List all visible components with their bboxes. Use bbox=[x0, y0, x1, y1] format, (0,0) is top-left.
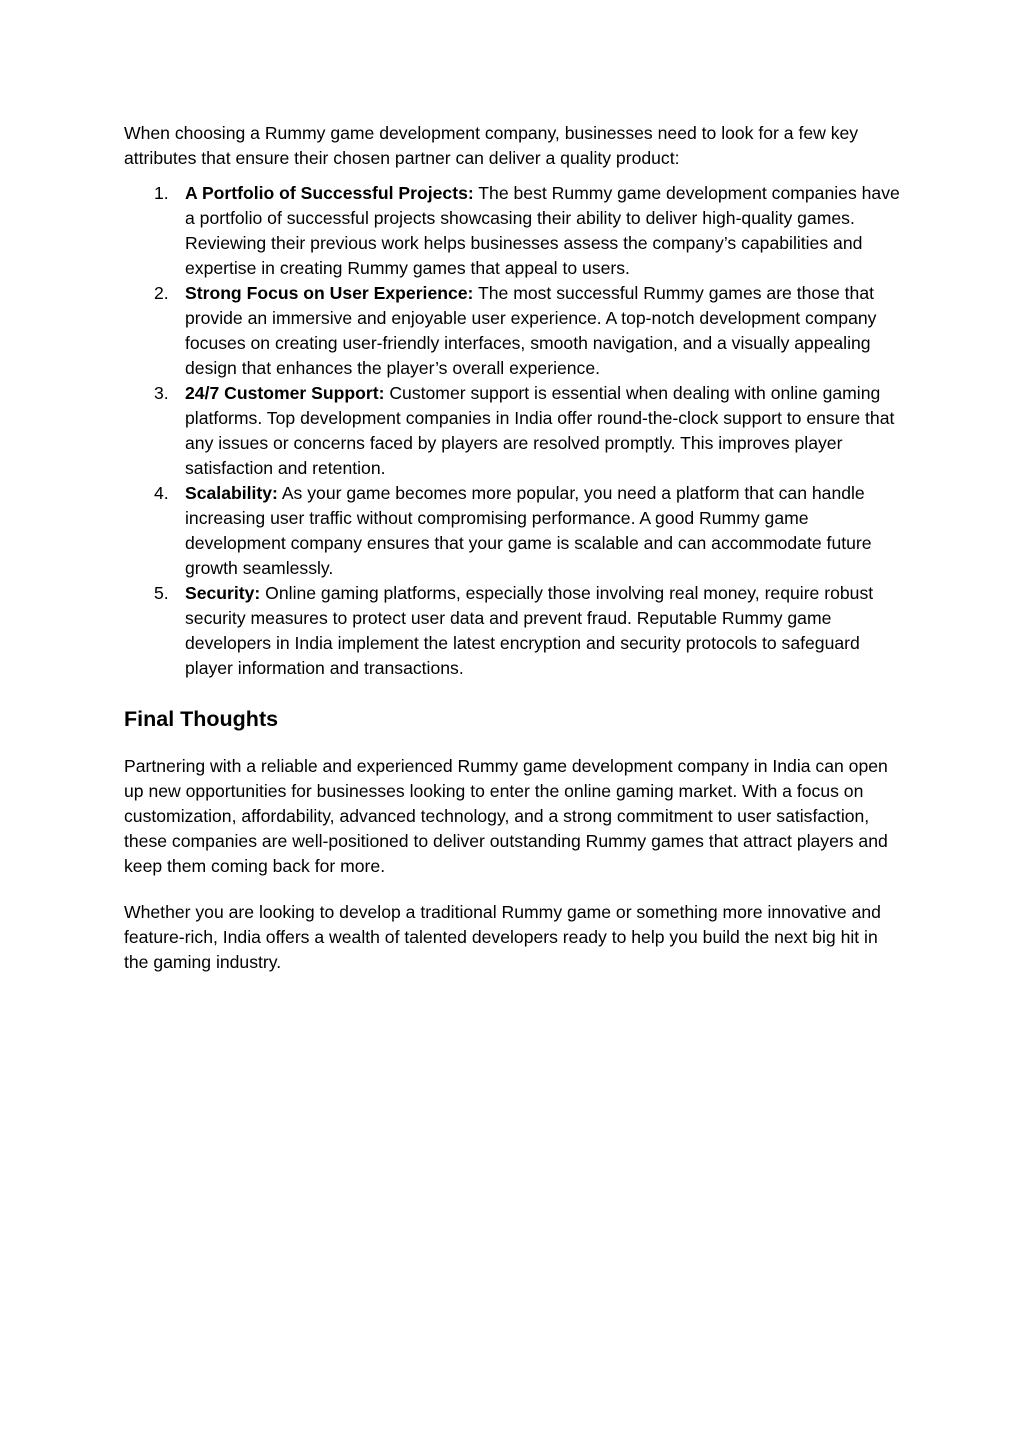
final-thoughts-paragraph: Whether you are looking to develop a traditional Rummy game or something more innovative and feature-rich, India offers a wealth of talented developers ready to help you build the next big hit in the gaming industry. bbox=[124, 902, 881, 972]
list-item bbox=[124, 581, 902, 681]
list-item bbox=[124, 181, 902, 281]
list-item-term: Strong Focus on User Experience: bbox=[185, 283, 474, 303]
list-item-text: As your game becomes more popular, you need a platform that can handle increasing user traffic without compromising performance. A good Rummy game development company ensures that your game is scalable and can accommodate future growth seamlessly. bbox=[185, 483, 872, 578]
list-item-term: Security: bbox=[185, 583, 261, 603]
list-item-number: 5. bbox=[154, 583, 169, 603]
list-item-term: A Portfolio of Successful Projects: bbox=[185, 183, 474, 203]
intro-paragraph: When choosing a Rummy game development company, businesses need to look for a few key attributes that ensure their chosen partner can deliver a quality product: bbox=[124, 123, 859, 168]
list-item bbox=[124, 381, 902, 481]
list-item-term: Scalability: bbox=[185, 483, 278, 503]
list-item-term: 24/7 Customer Support: bbox=[185, 383, 385, 403]
list-item-text: Online gaming platforms, especially those involving real money, require robust security measures to protect user data and prevent fraud. Reputable Rummy game developers in India implement the latest encryption and security protocols to safeguard player information and transactions. bbox=[185, 583, 874, 678]
list-item-text: The best Rummy game development companies have a portfolio of successful projects showcasing their ability to deliver high-quality games. Reviewing their previous work helps businesses assess the company’s capabilities and expertise in creating Rummy games that appeal to users. bbox=[185, 183, 900, 278]
list-item-text: Customer support is essential when dealing with online gaming platforms. Top development companies in India offer round-the-clock support to ensure that any issues or concerns faced by players are resolved promptly. This improves player satisfaction and retention. bbox=[185, 383, 895, 478]
list-item-number: 3. bbox=[154, 383, 169, 403]
document-page bbox=[124, 121, 902, 975]
final-thoughts-heading: Final Thoughts bbox=[124, 707, 279, 731]
attributes-list bbox=[124, 181, 902, 681]
list-item-number: 4. bbox=[154, 483, 169, 503]
list-item-number: 1. bbox=[154, 183, 169, 203]
list-item bbox=[124, 481, 902, 581]
list-item-text: The most successful Rummy games are those that provide an immersive and enjoyable user experience. A top-notch development company focuses on creating user-friendly interfaces, smooth navigation, and a visually appealing design that enhances the player’s overall experience. bbox=[185, 283, 877, 378]
list-item bbox=[124, 281, 902, 381]
final-thoughts-paragraph: Partnering with a reliable and experienced Rummy game development company in India can open up new opportunities for businesses looking to enter the online gaming market. With a focus on customization, affordability, advanced technology, and a strong commitment to user satisfaction, these companies are well-positioned to deliver outstanding Rummy games that attract players and keep them coming back for more. bbox=[124, 756, 888, 876]
list-item-number: 2. bbox=[154, 283, 169, 303]
